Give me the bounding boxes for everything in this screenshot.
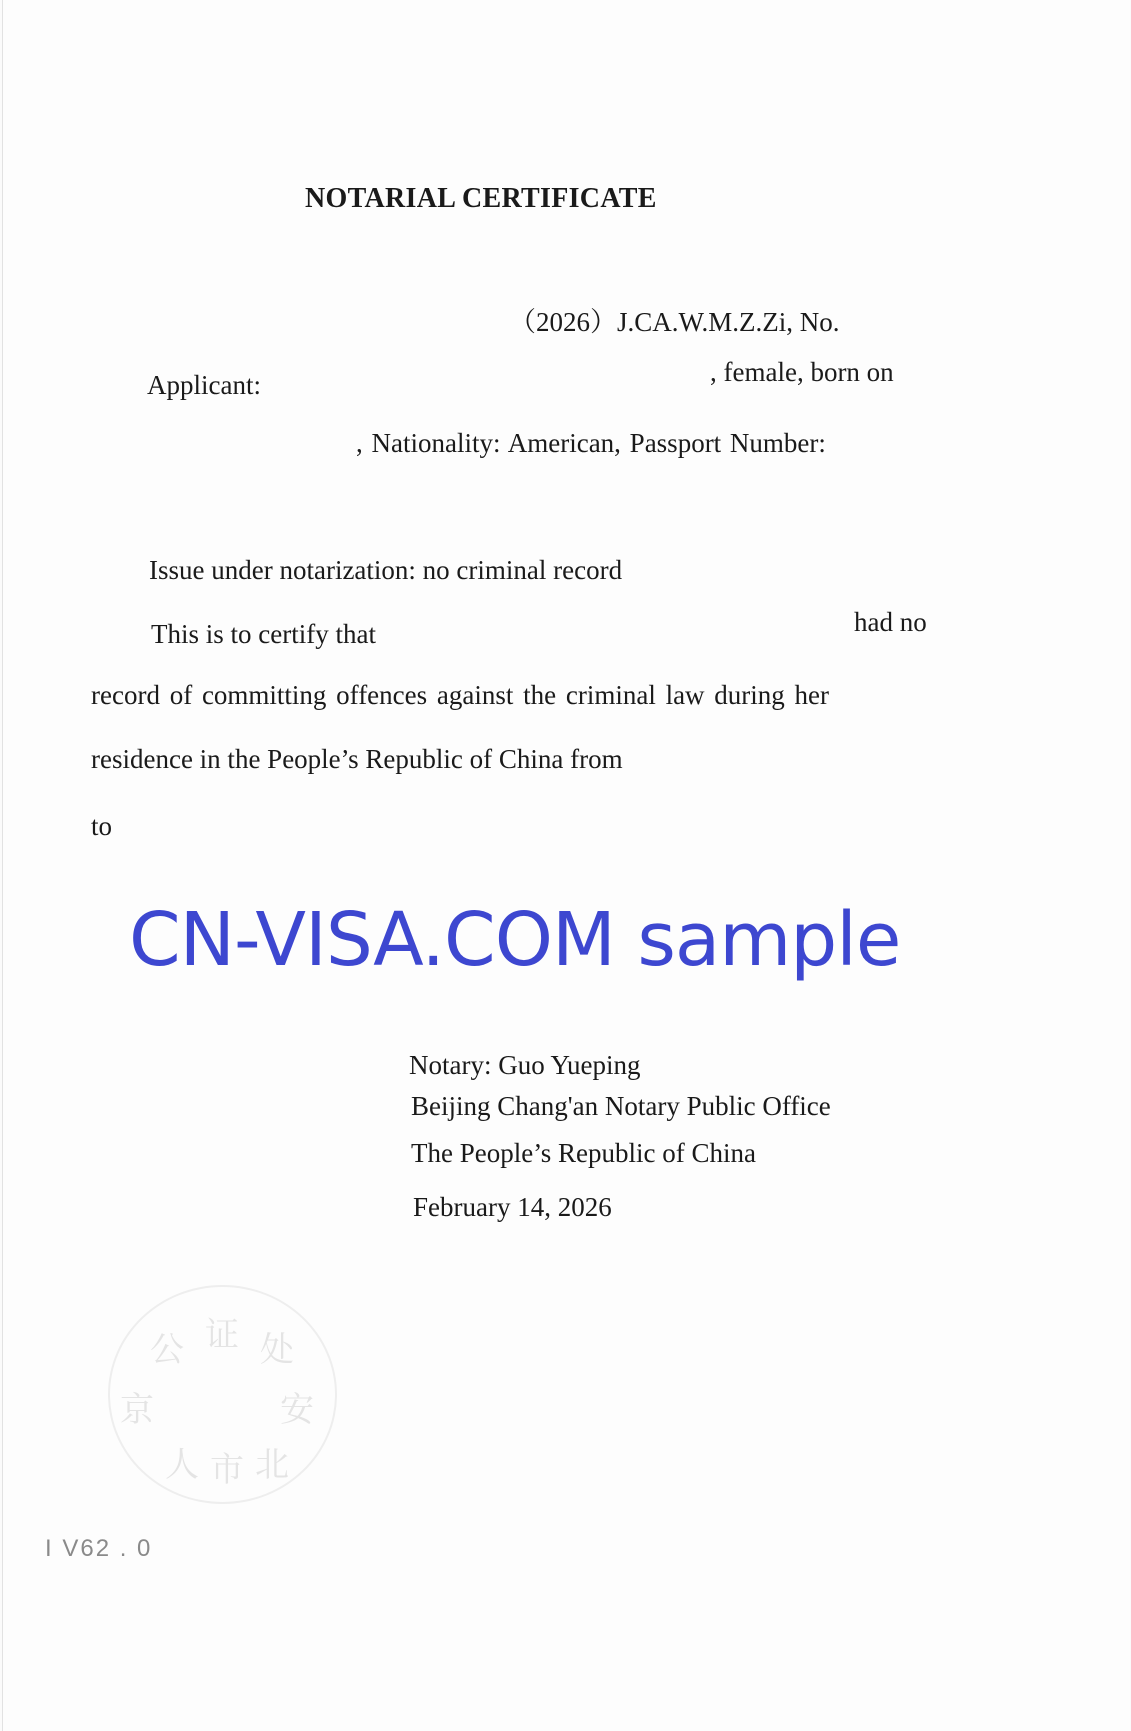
applicant-nationality-passport: , Nationality: American, Passport Number: <box>356 428 826 458</box>
notary-name: Notary: Guo Yueping <box>409 1050 641 1080</box>
reference-number: （2026）J.CA.W.M.Z.Zi, No. <box>509 307 840 337</box>
applicant-gender-born: , female, born on <box>710 357 894 387</box>
notary-country: The People’s Republic of China <box>411 1138 756 1168</box>
issue-statement: Issue under notarization: no criminal record <box>149 555 623 585</box>
notary-office: Beijing Chang'an Notary Public Office <box>411 1091 831 1121</box>
document-title: NOTARIAL CERTIFICATE <box>305 183 657 214</box>
certify-line-4: to <box>91 811 113 841</box>
certify-line-2: record of committing offences against the criminal law during her <box>91 680 830 710</box>
certify-line-start: This is to certify that <box>151 619 376 649</box>
notary-date: February 14, 2026 <box>413 1192 612 1222</box>
applicant-label: Applicant: <box>147 370 261 400</box>
serial-code: I V62 . 0 <box>45 1535 153 1562</box>
certify-line-3: residence in the People’s Republic of China from <box>91 744 623 774</box>
embossed-seal: 公 证 处 京 安 人 市 北 <box>108 1285 337 1504</box>
document-page <box>2 0 1130 1731</box>
sample-watermark: CN-VISA.COM sample <box>129 897 901 983</box>
certify-line-end: had no <box>854 607 927 637</box>
